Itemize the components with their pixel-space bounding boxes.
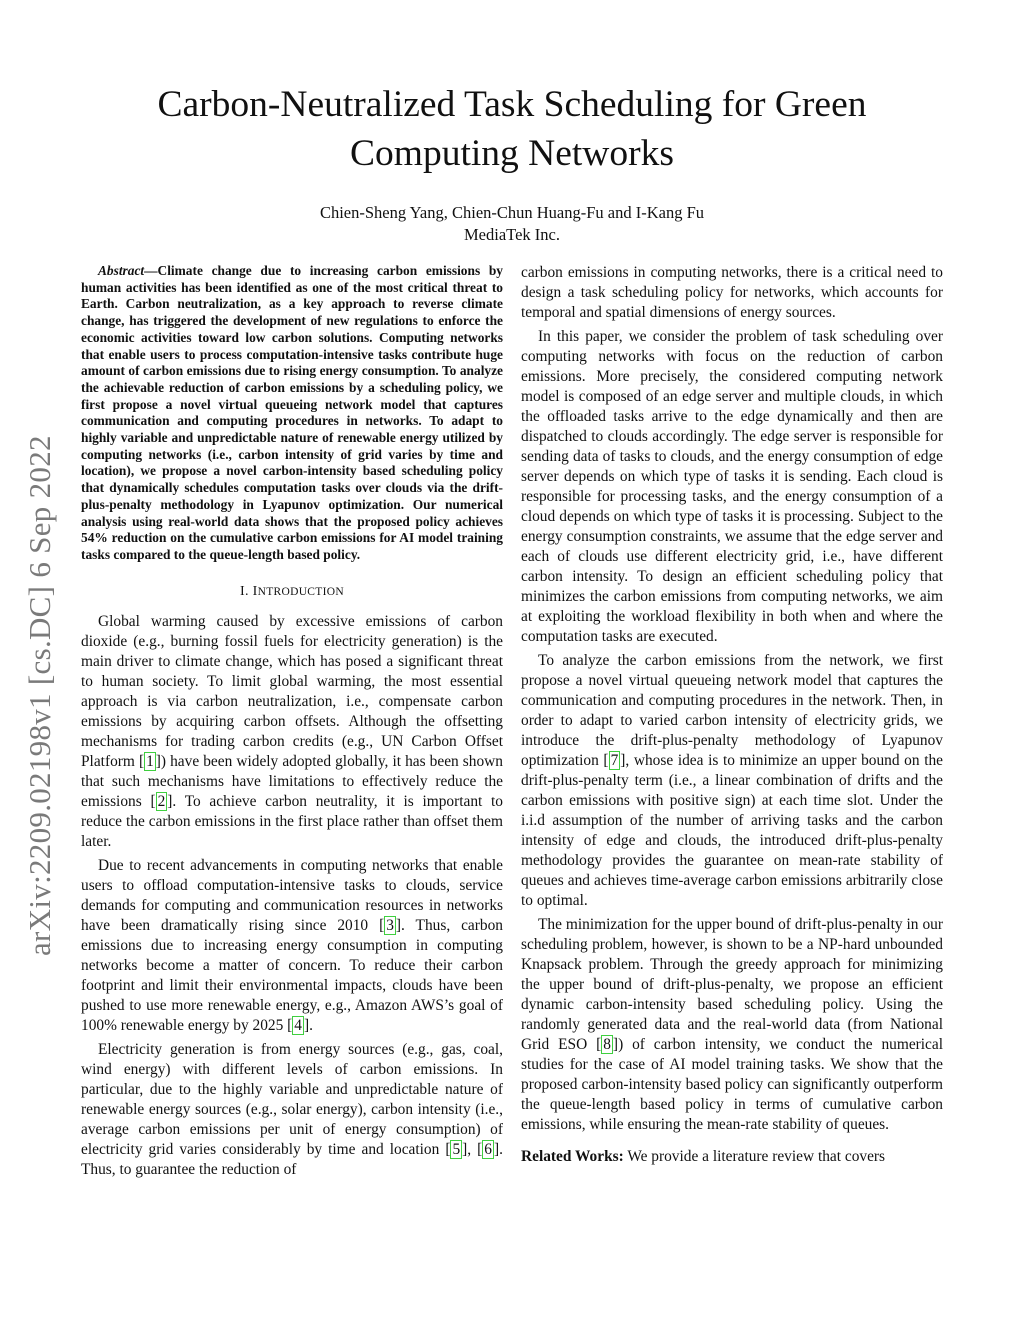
citation-link[interactable]: 1 [146,752,154,770]
abstract [81,263,503,564]
intro-p1-text-a: Global warming caused by excessive emissions of carbon dioxide (e.g., burning fossil fuels for electricity generation) is the main driver to climate change, which has posed a significant threat to human society. To limit global warming, the most essential approach is via carbon neutralization, i.e., compensate carbon emissions by acquiring carbon offsets. Although the offsetting mechanisms for trading carbon credits (e.g., UN Carbon Offset Platform [81,612,503,770]
abstract-label: Abstract [98,263,145,278]
section-heading-introduction [81,582,503,602]
right-p3-text-b: , whose idea is to minimize an upper bound on the drift-plus-penalty term (i.e., a linear combination of drifts and the carbon emissions with positive sign) at each time slot. Under the i.i.d assumption of the number of arriving tasks and the carbon intensity of edge and clouds, the introduced drift-plus-penalty methodology provides the guarantee on mean-rate stability of queues and achieves time-average carbon emissions arbitrarily close to optimal. [521,752,943,909]
intro-p2-text-b: . Thus, carbon emissions due to increasing energy consumption in computing networks become a matter of concern. To reduce their carbon footprint and limit their environmental impacts, clouds have been pushed to use more renewable energy, e.g., Amazon AWS’s goal of 100% renewable energy by 2025 [81,916,503,1034]
citation-link[interactable]: 5 [452,1140,461,1158]
citation-link[interactable]: 4 [294,1016,302,1034]
intro-p2-text-a: Due to recent advancements in computing networks that enable users to offload computation-intensive tasks to clouds, service demands for computing and communication resources in networks have been dramatically rising since 2010 [81,856,503,934]
title-line-1: Carbon-Neutralized Task Scheduling for Green [157,84,867,125]
related-works-label: Related Works: [521,1148,624,1165]
intro-p3-text-a: Electricity generation is from energy sources (e.g., gas, coal, wind energy) with different levels of carbon emissions. In particular, due to the highly variable and unpredictable nature of renewable energy sources (e.g., solar energy), carbon intensity (i.e., average carbon emissions per unit of energy consumption) of electricity grid varies considerably by time and location [81,1040,503,1158]
section-number: I. [240,583,249,599]
left-column [81,263,503,1180]
right-p3-text-a: To analyze the carbon emissions from the network, we first propose a novel virtual queueing network model that captures the communication and computing procedures in the network. Then, in order to adapt to varied carbon intensity of electricity grids, we introduce the drift-plus-penalty methodology of Lyapunov optimization [521,652,943,769]
citation-link[interactable]: 2 [157,792,166,810]
affiliation: MediaTek Inc. [464,225,560,244]
right-paragraph-2: In this paper, we consider the problem of task scheduling over computing networks with focus on the reduction of carbon emissions. More precisely, the considered computing network model is composed of an edge server and multiple clouds, in which the offloaded tasks arrive to the edge dynamically and then are dispatched to clouds accordingly. The edge server is responsible for sending data of tasks to clouds, and the energy consumption of edge server depends on which type of tasks it is sending. Each cloud is responsible for processing tasks, and the energy consumption of a cloud depends on which type of tasks it is processing. Subject to the energy consumption constraints, we assume that the edge server and each of clouds use different electricity grid, i.e., have different carbon intensity. To design an efficient scheduling policy that minimizes the carbon emissions from computing networks, we aim at exploiting the workload flexibility in both when and where the computation tasks are executed. [521,328,943,645]
right-p4-text-a: The minimization for the upper bound of drift-plus-penalty in our scheduling problem, however, is shown to be a NP-hard unbounded Knapsack problem. Through the greedy approach for minimizing the upper bound of drift-plus-penalty, we propose an efficient dynamic carbon-intensity based scheduling policy. Using the randomly generated data and the real-world data (from National Grid ESO [521,916,943,1053]
arxiv-identifier: arXiv:2209.02198v1 [cs.DC] 6 Sep 2022 [22,435,57,956]
section-initial: I [252,583,258,599]
intro-p2-text-c: . [309,1016,313,1034]
right-paragraph-1: carbon emissions in computing networks, there is a critical need to design a task scheduling policy for networks, which accounts for temporal and spatial dimensions of energy sources. [521,264,943,321]
related-works-paragraph [521,1147,943,1167]
right-column [521,263,943,1167]
intro-paragraph-3: Electricity generation is from energy sources (e.g., gas, coal, wind energy) with different levels of carbon emissions. In particular, due to the highly variable and unpredictable nature of renewable energy sources (e.g., solar energy), carbon intensity (i.e., average carbon emissions per unit of energy consumption) of electricity grid varies considerably by time and location [ 5 ], [ 6 ]. Thus, to guarantee the reduction of [81,1040,503,1178]
authors: Chien-Sheng Yang, Chien-Chun Huang-Fu and I-Kang Fu [319,203,705,222]
right-p4-text-b: ) of carbon intensity, we conduct the numerical studies for the case of AI model training tasks. We show that the proposed carbon-intensity based policy can significantly outperform the queue-length based policy in terms of cumulative carbon emissions, while ensuring the mean-rate stability of queues. [521,1036,943,1133]
abstract-dash: — [144,263,158,278]
intro-p1-text-c: . To achieve carbon neutrality, it is important to reduce the carbon emissions in the first place rather than offset them later. [81,792,504,850]
intro-paragraph-1: Global warming caused by excessive emissions of carbon dioxide (e.g., burning fossil fuels for electricity generation) is the main driver to climate change, which has posed a significant threat to human society. To limit global warming, the most essential approach is via carbon neutralization, i.e., compensate carbon emissions by acquiring carbon offsets. Although the offsetting mechanisms for trading carbon credits (e.g., UN Carbon Offset Platform [ 1 ]) have been widely adopted globally, it has been shown that such mechanisms have limitations to effectively reduce the emissions [ 2 ]. To achieve carbon neutrality, it is important to reduce the carbon emissions in the first place rather than offset them later. [81,612,504,850]
related-works-text: We provide a literature review that covers [623,1148,886,1165]
title-line-2: Computing Networks [350,133,674,174]
abstract-text: Climate change due to increasing carbon emissions by human activities has been identified as one of the most critical threat to Earth. Carbon neutralization, as a key approach to reverse climate change, has triggered the development of new regulations to enforce the economic activities toward low carbon solutions. Computing networks that enable users to process computation-intensive tasks contribute huge amount of carbon emissions due to rising energy consumption. To analyze the achievable reduction of carbon emissions by a scheduling policy, we first propose a novel virtual queueing network model that captures communication and computing procedures in networks. To adapt to highly variable and unpredictable nature of renewable energy utilized by computing networks (i.e., carbon intensity of grid varies by time and location), we propose a novel carbon-intensity based scheduling policy that dynamically schedules computation tasks over clouds via the drift-plus-penalty methodology in Lyapunov optimization. Our numerical analysis using real-world data shows that the proposed policy achieves 54% reduction on the cumulative carbon emissions for AI model training tasks compared to the queue-length based policy. [81,263,503,562]
citation-link[interactable]: 3 [386,916,394,934]
citation-link[interactable]: 6 [484,1140,492,1158]
intro-p3-text-mid: , [467,1140,478,1158]
intro-p3-text-b: . Thus, to guarantee the reduction of [81,1140,503,1178]
citation-link[interactable]: 7 [610,752,619,769]
intro-p1-text-b: ) have been widely adopted globally, it has been shown that such mechanisms have limitations to effectively reduce the emissions [81,752,503,810]
section-title-rest: NTRODUCTION [257,585,344,598]
author-block [80,202,944,246]
citation-link[interactable]: 8 [603,1036,611,1053]
paper-title [80,80,944,178]
intro-paragraph-2: Due to recent advancements in computing networks that enable users to offload computation-intensive tasks to clouds, service demands for computing and communication resources in networks have been dramatically rising since 2010 [ 3 ]. Thus, carbon emissions due to increasing energy consumption in computing networks become a matter of concern. To reduce their carbon footprint and limit their environmental impacts, clouds have been pushed to use more renewable energy, e.g., Amazon AWS’s goal of 100% renewable energy by 2025 [ 4 ]. [81,856,503,1034]
right-paragraph-3: To analyze the carbon emissions from the network, we first propose a novel virtual queueing network model that captures the communication and computing procedures in the network. Then, in order to adapt to varied carbon intensity of electricity grids, we introduce the drift-plus-penalty methodology of Lyapunov optimization [ 7 ], whose idea is to minimize an upper bound on the drift-plus-penalty term (i.e., a linear combination of drifts and the carbon emissions with positive sign) at each time slot. Under the i.i.d assumption of the number of arriving tasks and the carbon intensity of edge and clouds, the introduced drift-plus-penalty methodology provides the guarantee on mean-rate stability of queues and achieves time-average carbon emissions arbitrarily close to optimal. [521,652,943,909]
right-paragraph-4: The minimization for the upper bound of drift-plus-penalty in our scheduling problem, however, is shown to be a NP-hard unbounded Knapsack problem. Through the greedy approach for minimizing the upper bound of drift-plus-penalty, we propose an efficient dynamic carbon-intensity based scheduling policy. Using the randomly generated data and the real-world data (from National Grid ESO [ 8 ]) of carbon intensity, we conduct the numerical studies for the case of AI model training tasks. We show that the proposed carbon-intensity based policy can significantly outperform the queue-length based policy in terms of cumulative carbon emissions, while ensuring the mean-rate stability of queues. [521,916,943,1133]
